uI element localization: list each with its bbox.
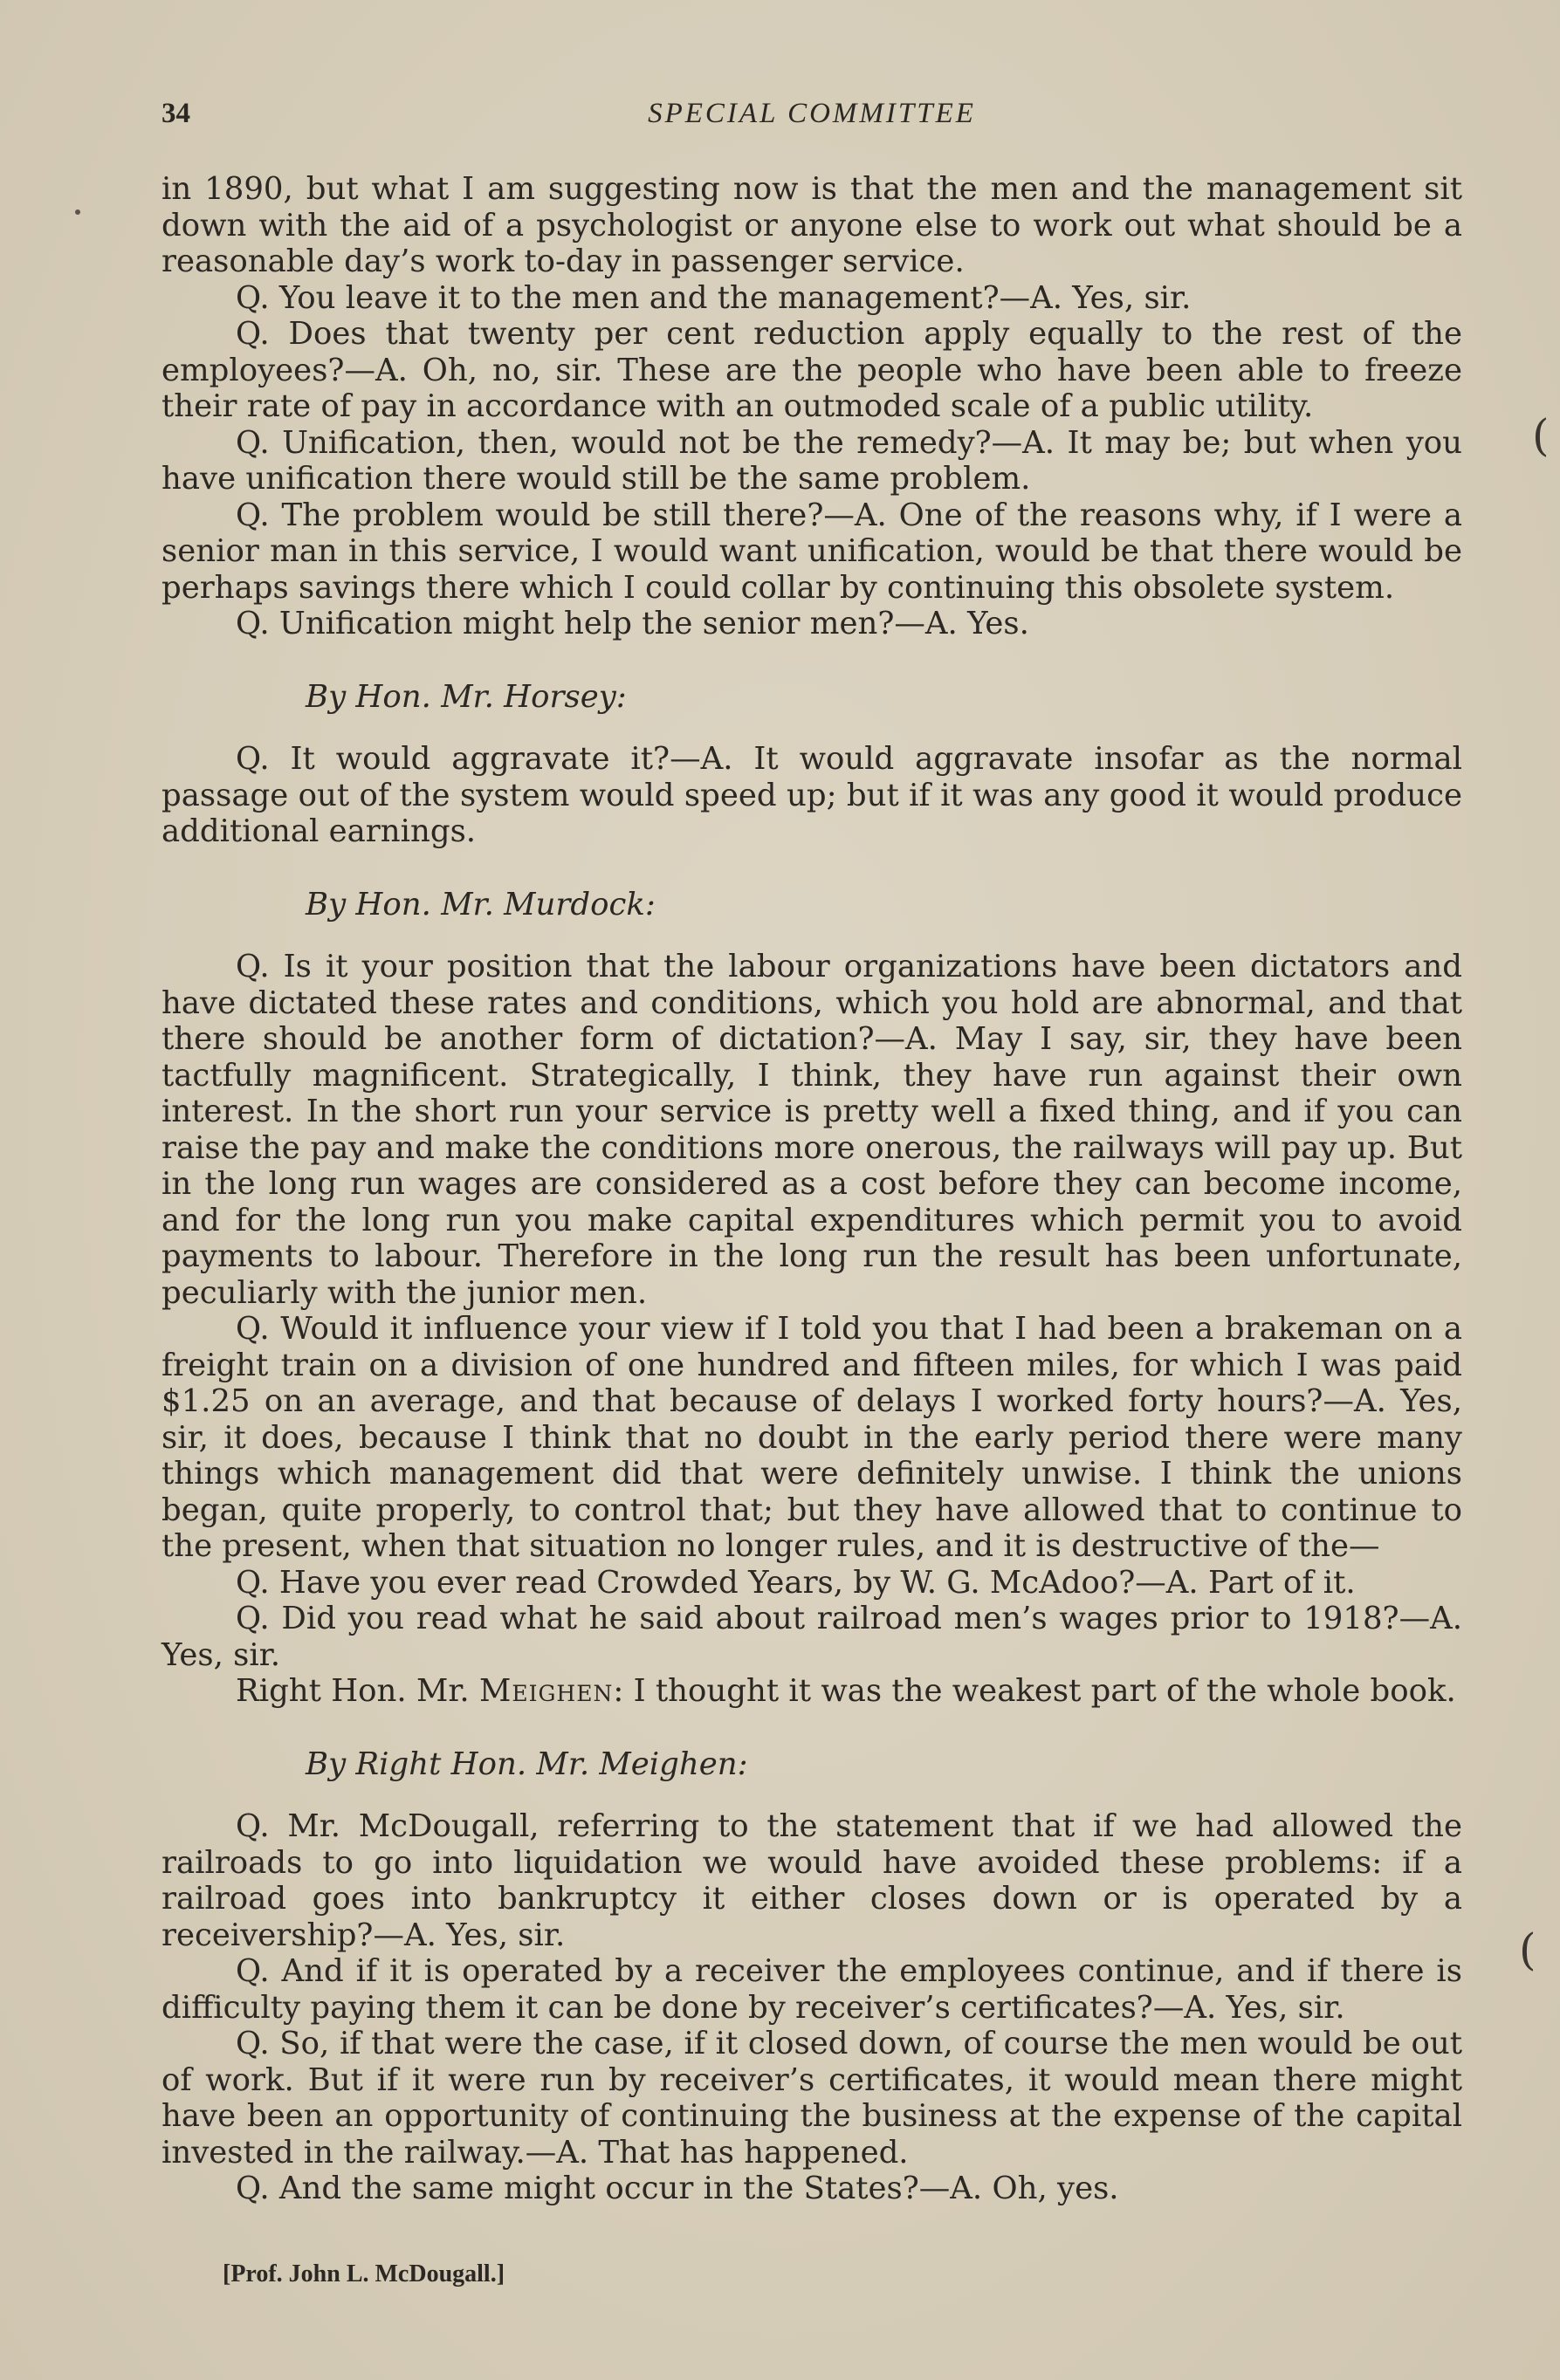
- paragraph: Q. Unification might help the senior men?—A. Yes.: [236, 606, 1029, 641]
- speaker-name: Meighen: [478, 1673, 614, 1709]
- page-number: 34: [161, 98, 190, 129]
- paragraph: Q. You leave it to the men and the management?—A. Yes, sir.: [236, 279, 1192, 316]
- margin-mark-upper: (: [1532, 410, 1550, 461]
- paragraph: Q. Have you ever read Crowded Years, by W. G. McAdoo?—A. Part of it.: [236, 1564, 1356, 1601]
- margin-mark-lower: (: [1519, 1924, 1536, 1975]
- paragraph: Q. And the same might occur in the States?—A. Oh, yes.: [236, 2171, 1119, 2206]
- interjection: [161, 1673, 1462, 1710]
- examiner-heading: By Right Hon. Mr. Meighen:: [306, 1746, 748, 1782]
- examiner-heading: By Hon. Mr. Horsey:: [306, 678, 627, 715]
- examiner-heading: By Hon. Mr. Murdock:: [306, 886, 656, 923]
- witness-attribution: [Prof. John L. McDougall.]: [223, 2260, 505, 2287]
- margin-dot: [75, 209, 80, 215]
- paragraph: Q. Unification, then, would not be the remedy?—A. It may be; but when you have unification there would still be the same problem.: [161, 424, 1462, 497]
- paragraph: Q. Would it influence your view if I told you that I had been a brakeman on a freight train on a division of one hundred and fifteen miles, for which I was paid $1.25 on an average, and that because of delays I worked forty hours?—A. Yes, sir, it does, because I think that no doubt in the early period there were many things which management did that were definitely unwise. I think the unions began, quite properly, to control that; but they have allowed that to continue to the present, when that situation no longer rules, and it is destructive of the—: [161, 1311, 1462, 1564]
- paragraph: Q. The problem would be still there?—A. One of the reasons why, if I were a senior man in this service, I would want unification, would be that there would be perhaps savings there which I could collar by continuing this obsolete system.: [161, 497, 1462, 606]
- paragraph: Q. Does that twenty per cent reduction apply equally to the rest of the employees?—A. Oh, no, sir. These are the people who have been able to freeze their rate of pay in accordance with an outmoded scale of a public utility.: [161, 316, 1462, 424]
- paragraph: Q. And if it is operated by a receiver the employees continue, and if there is difficulty paying them it can be done by receiver’s certificates?—A. Yes, sir.: [161, 1953, 1462, 2026]
- interjection-text: : I thought it was the weakest part of the whole book.: [613, 1673, 1456, 1709]
- paragraph: Q. It would aggravate it?—A. It would aggravate insofar as the normal passage out of the system would speed up; but if it was any good it would produce additional earnings.: [161, 741, 1462, 849]
- running-head: SPECIAL COMMITTEE: [648, 98, 976, 129]
- paragraph: in 1890, but what I am suggesting now is that the men and the management sit down with the aid of a psychologist or anyone else to work out what should be a reasonable day’s work to-day in passenger service.: [161, 171, 1462, 279]
- page-header: [161, 98, 1462, 141]
- paragraph: Q. So, if that were the case, if it closed down, of course the men would be out of work. But if it were run by receiver’s certificates, it would mean there might have been an opportunity of continuing the business at the expense of the capital invested in the railway.—A. That has happened.: [161, 2026, 1462, 2171]
- interjection-prefix: Right Hon. Mr.: [236, 1673, 479, 1709]
- page-body: [161, 171, 1462, 2207]
- paragraph: Q. Is it your position that the labour organizations have been dictators and have dictated these rates and conditions, which you hold are abnormal, and that there should be another form of dictation?—A. May I say, sir, they have been tactfully magnificent. Strategically, I think, they have run against their own interest. In the short run your service is pretty well a fixed thing, and if you can raise the pay and make the conditions more onerous, the railways will pay up. But in the long run wages are considered as a cost before they can become income, and for the long run you make capital expenditures which permit you to avoid payments to labour. Therefore in the long run the result has been unfortunate, peculiarly with the junior men.: [161, 949, 1462, 1311]
- paragraph: Q. Did you read what he said about railroad men’s wages prior to 1918?—A. Yes, sir.: [161, 1601, 1462, 1673]
- paragraph: Q. Mr. McDougall, referring to the statement that if we had allowed the railroads to go into liquidation we would have avoided these problems: if a railroad goes into bankruptcy it either closes down or is operated by a receivership?—A. Yes, sir.: [161, 1808, 1462, 1953]
